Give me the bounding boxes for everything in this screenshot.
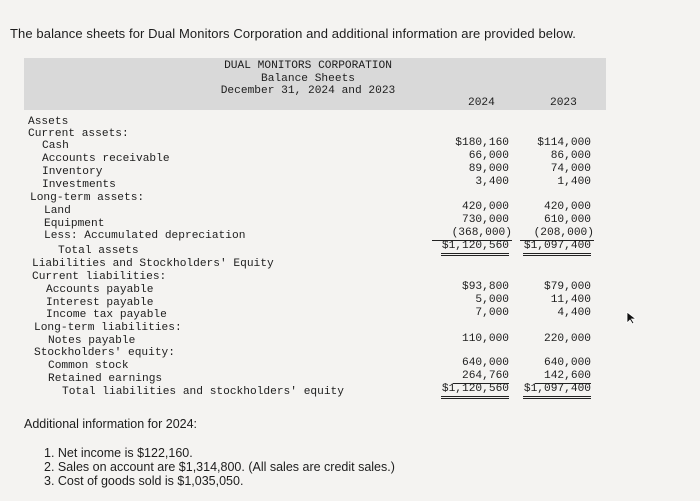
- value-2023-accounts-payable: $79,000: [544, 281, 591, 293]
- label-investments: Investments: [42, 179, 116, 191]
- value-2023-equipment: 610,000: [544, 214, 591, 226]
- label-assets: Assets: [28, 116, 69, 128]
- label-total-liabilities-equity: Total liabilities and stockholders' equity: [62, 386, 344, 398]
- value-2023-investments: 1,400: [557, 176, 591, 188]
- mouse-cursor-icon: [626, 311, 638, 325]
- label-inventory: Inventory: [42, 166, 103, 178]
- value-2024-investments: 3,400: [475, 176, 509, 188]
- value-2024-accumulated-depreciation: (368,000): [432, 227, 512, 241]
- label-liabilities-equity: Liabilities and Stockholders' Equity: [32, 258, 274, 270]
- value-2023-land: 420,000: [544, 201, 591, 213]
- value-2024-interest-payable: 5,000: [475, 294, 509, 306]
- value-2024-cash: $180,160: [455, 137, 509, 149]
- value-2024-accounts-payable: $93,800: [462, 281, 509, 293]
- company-name: DUAL MONITORS CORPORATION: [224, 60, 392, 72]
- label-current-liabilities: Current liabilities:: [32, 271, 167, 283]
- value-2024-retained-earnings: 264,760: [453, 370, 509, 384]
- value-2024-total-liabilities-equity: $1,120,560: [441, 383, 509, 399]
- value-2024-accounts-receivable: 66,000: [468, 150, 509, 162]
- label-notes-payable: Notes payable: [48, 335, 136, 347]
- label-interest-payable: Interest payable: [46, 297, 154, 309]
- column-header-2023: 2023: [550, 97, 577, 109]
- value-2024-common-stock: 640,000: [462, 357, 509, 369]
- label-accounts-receivable: Accounts receivable: [42, 153, 170, 165]
- statement-date: December 31, 2024 and 2023: [220, 85, 396, 98]
- additional-info-title: Additional information for 2024:: [24, 417, 198, 431]
- label-current-assets: Current assets:: [28, 128, 129, 140]
- value-2023-notes-payable: 220,000: [544, 333, 591, 345]
- value-2023-inventory: 74,000: [550, 163, 591, 175]
- label-total-assets: Total assets: [58, 245, 139, 257]
- intro-text: The balance sheets for Dual Monitors Corporation and additional information are provided below.: [10, 26, 576, 41]
- label-land: Land: [44, 205, 71, 217]
- label-long-term-assets: Long-term assets:: [30, 192, 145, 204]
- value-2023-total-liabilities-equity: $1,097,400: [523, 383, 591, 399]
- additional-info-item: 1. Net income is $122,160.: [44, 446, 193, 460]
- additional-info-item: 3. Cost of goods sold is $1,035,050.: [44, 474, 244, 488]
- label-retained-earnings: Retained earnings: [48, 373, 163, 385]
- label-long-term-liabilities: Long-term liabilities:: [34, 322, 182, 334]
- value-2024-land: 420,000: [462, 201, 509, 213]
- statement-name: Balance Sheets: [261, 72, 355, 85]
- value-2023-cash: $114,000: [537, 137, 591, 149]
- value-2024-equipment: 730,000: [462, 214, 509, 226]
- column-header-2024: 2024: [468, 97, 495, 109]
- label-equipment: Equipment: [44, 218, 105, 230]
- value-2023-income-tax-payable: 4,400: [557, 307, 591, 319]
- value-2024-income-tax-payable: 7,000: [475, 307, 509, 319]
- value-2023-common-stock: 640,000: [544, 357, 591, 369]
- label-accounts-payable: Accounts payable: [46, 284, 154, 296]
- value-2023-total-assets: $1,097,400: [523, 240, 591, 256]
- value-2023-interest-payable: 11,400: [550, 294, 591, 306]
- value-2023-accumulated-depreciation: (208,000): [520, 227, 594, 241]
- label-stockholders-equity: Stockholders' equity:: [34, 347, 175, 359]
- value-2024-notes-payable: 110,000: [462, 333, 509, 345]
- value-2023-retained-earnings: 142,600: [535, 370, 591, 384]
- label-cash: Cash: [42, 140, 69, 152]
- statement-heading: [200, 60, 416, 98]
- additional-info-item: 2. Sales on account are $1,314,800. (All sales are credit sales.): [44, 460, 395, 474]
- label-income-tax-payable: Income tax payable: [46, 309, 167, 321]
- value-2023-accounts-receivable: 86,000: [550, 150, 591, 162]
- label-common-stock: Common stock: [48, 360, 129, 372]
- label-accumulated-depreciation: Less: Accumulated depreciation: [44, 230, 246, 242]
- value-2024-inventory: 89,000: [468, 163, 509, 175]
- value-2024-total-assets: $1,120,560: [441, 240, 509, 256]
